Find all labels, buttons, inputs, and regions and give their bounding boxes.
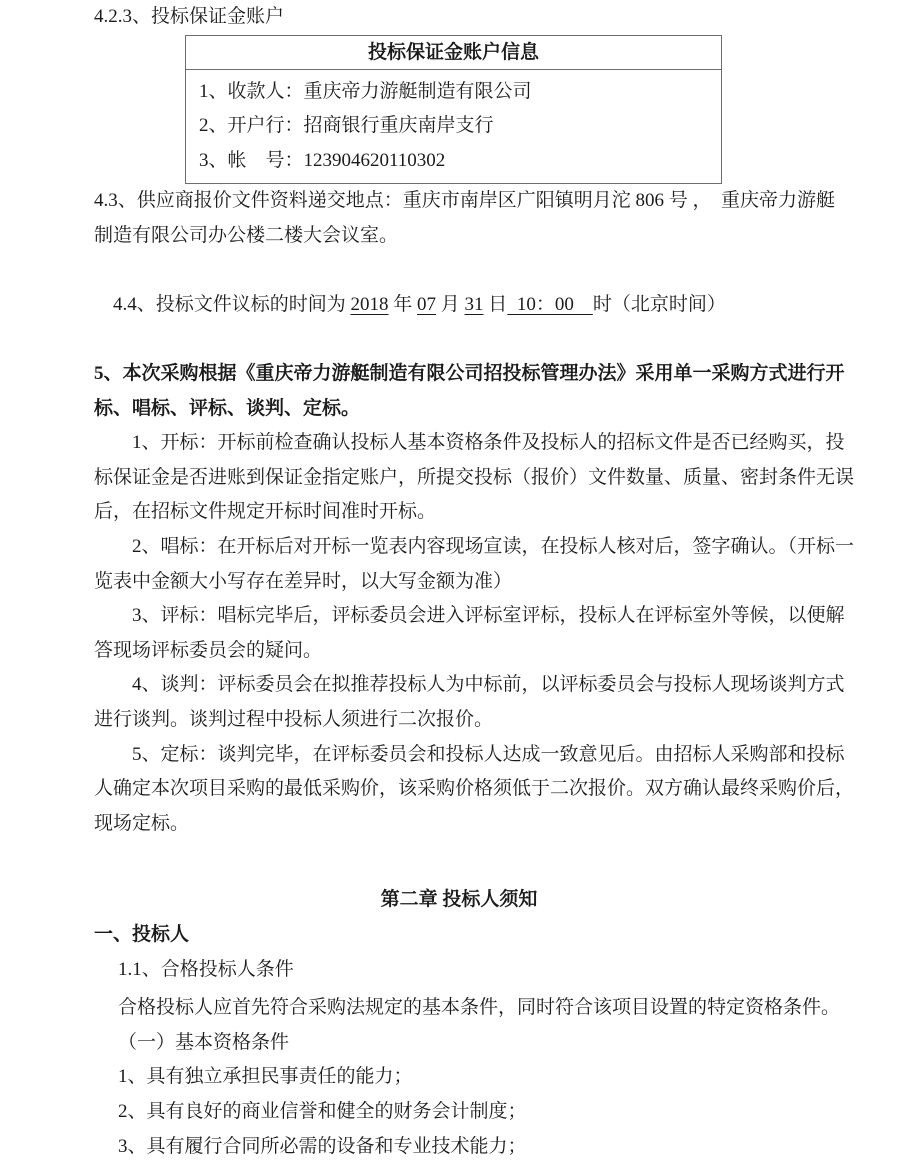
opening-paragraph-line-2: 标保证金是否进账到保证金指定账户，所提交投标（报价）文件数量、质量、密封条件无误 — [94, 466, 855, 488]
chapter-2-heading: 第二章 投标人须知 — [380, 889, 538, 911]
section-5-line-2: 标、唱标、评标、谈判、定标。 — [94, 397, 361, 419]
announce-paragraph-line-1: 2、唱标：在开标后对开标一览表内容现场宣读，在投标人核对后，签字确认。（开标一 — [132, 536, 855, 558]
section-1-1-heading: 1.1、合格投标人条件 — [118, 958, 294, 980]
section-5-line-1: 5、本次采购根据《重庆帝力游艇制造有限公司招投标管理办法》采用单一采购方式进行开 — [94, 363, 845, 385]
announce-paragraph-line-2: 览表中金额大小写存在差异时，以大写金额为准） — [94, 570, 513, 592]
deposit-table-title: 投标保证金账户信息 — [186, 36, 721, 70]
section-4-3-line-2: 制造有限公司办公楼二楼大会议室。 — [94, 224, 399, 246]
deposit-account-table — [185, 35, 722, 185]
section-4-3-line-1: 4.3、供应商报价文件资料递交地点：重庆市南岸区广阳镇明月沱 806 号 ， 重庆帝力游艇 — [94, 190, 836, 212]
day-label: 日 — [483, 293, 508, 315]
basic-qualification-item-2: 2、具有良好的商业信誉和健全的财务会计制度； — [118, 1100, 527, 1122]
opening-paragraph-line-1: 1、开标：开标前检查确认投标人基本资格条件及投标人的招标文件是否已经购买，投 — [132, 432, 845, 454]
deposit-table-body — [186, 70, 721, 184]
bid-date-day: 31 — [464, 293, 484, 315]
bid-time: 10：00 — [507, 293, 593, 315]
award-paragraph-line-2: 人确定本次项目采购的最低采购价，该采购价格须低于二次报价。双方确认最终采购价后， — [94, 778, 855, 800]
qualified-bidder-paragraph: 合格投标人应首先符合采购法规定的基本条件，同时符合该项目设置的特定资格条件。 — [118, 997, 841, 1019]
negotiation-paragraph-line-1: 4、谈判：评标委员会在拟推荐投标人为中标前，以评标委员会与投标人现场谈判方式 — [132, 674, 845, 696]
month-label: 月 — [436, 293, 465, 315]
section-4-4-prefix: 4.4、投标文件议标的时间为 — [113, 293, 351, 315]
year-label: 年 — [388, 293, 418, 315]
basic-qualification-item-3: 3、具有履行合同所必需的设备和专业技术能力； — [118, 1135, 527, 1157]
evaluation-paragraph-line-2: 答现场评标委员会的疑问。 — [94, 639, 323, 661]
deposit-account-number-row: 3、帐 号：123904620110302 — [199, 149, 446, 171]
bid-date-month: 07 — [417, 293, 437, 315]
section-4-4-suffix: 时（北京时间） — [592, 293, 726, 315]
section-4-4-line — [94, 253, 824, 357]
deposit-payee-row: 1、收款人：重庆帝力游艇制造有限公司 — [199, 80, 532, 102]
basic-qualification-heading: （一）基本资格条件 — [118, 1031, 290, 1053]
opening-paragraph-line-3: 后，在招标文件规定开标时间准时开标。 — [94, 501, 437, 523]
chapter-2-section-1-heading: 一、投标人 — [94, 923, 190, 945]
award-paragraph-line-1: 5、定标：谈判完毕，在评标委员会和投标人达成一致意见后。由招标人采购部和投标 — [132, 743, 845, 765]
section-4-2-3-heading: 4.2.3、投标保证金账户 — [94, 6, 285, 27]
award-paragraph-line-3: 现场定标。 — [94, 812, 190, 834]
deposit-bank-row: 2、开户行：招商银行重庆南岸支行 — [199, 115, 494, 137]
negotiation-paragraph-line-2: 进行谈判。谈判过程中投标人须进行二次报价。 — [94, 709, 494, 730]
evaluation-paragraph-line-1: 3、评标：唱标完毕后，评标委员会进入评标室评标，投标人在评标室外等候，以便解 — [132, 605, 845, 627]
basic-qualification-item-1: 1、具有独立承担民事责任的能力； — [118, 1066, 413, 1088]
bid-date-year: 2018 — [350, 293, 389, 315]
